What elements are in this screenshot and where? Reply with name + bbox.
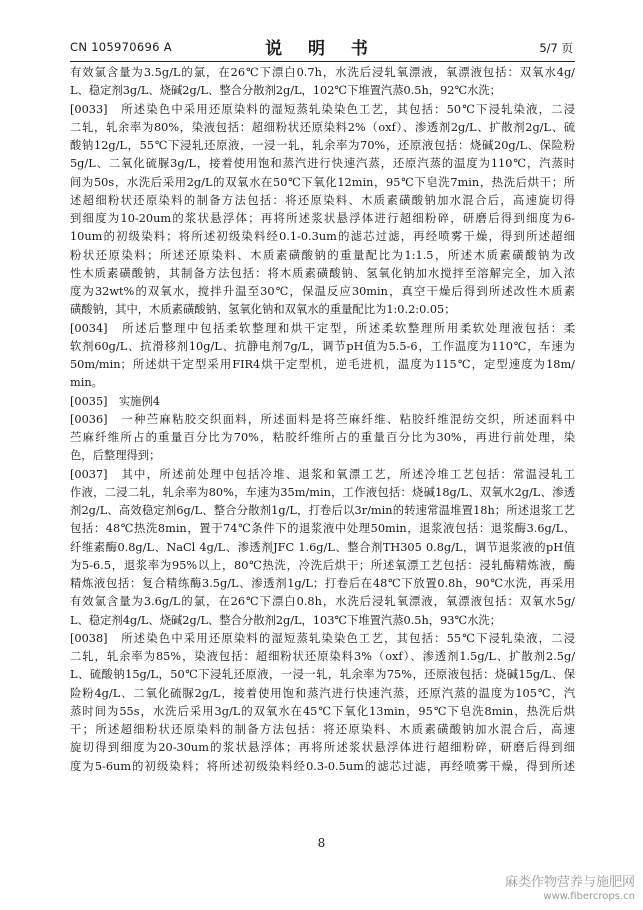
header-rule	[70, 61, 575, 62]
text-line: [0037] 其中，所述前处理中包括冷堆、退浆和氧漂工艺，所述冷堆工艺包括：常温浸轧工	[70, 467, 575, 481]
text-line: [0038] 所述染色中采用还原染料的湿短蒸轧染染色工艺，其包括：55℃下浸轧染液，二浸	[70, 631, 575, 645]
text-line: 包括：48℃热洗8min，置于74℃条件下的退浆液中处理50min，退浆液包括：退浆酶3.6g/L、	[70, 522, 575, 536]
text-line: 精炼液包括：复合精练酶3.5g/L、渗透剂1g/L；打卷后在48℃下放置0.8h，90℃水洗，再采用	[70, 577, 575, 590]
text-line: [0033] 所述染色中采用还原染料的湿短蒸轧染染色工艺，其包括：50℃下浸轧染液，二浸	[70, 102, 575, 116]
text-line: 纤维素酶0.8g/L、NaCl 4g/L、渗透剂JFC 1.6g/L、整合剂TH305 0.8g/L，调节退浆液的pH值	[70, 540, 575, 554]
text-line: min。	[70, 376, 103, 390]
page-number: 8	[317, 836, 326, 850]
watermark-title: 麻类作物营养与施肥网	[504, 875, 635, 890]
text-line: L、稳定剂4g/L、烧碱2g/L、整合分散剂2g/L，103℃下堆置汽蒸0.5h，93℃水洗；	[70, 613, 501, 627]
text-line: 度为32wt%的双氧水，搅拌升温至30℃，保温反应30min，真空干燥后得到所述改性木质素	[70, 285, 575, 298]
text-line: [0036] 一种苎麻粘胶交织面料，所述面料是将苎麻纤维、粘胶纤维混纺交织，所述面料中	[70, 412, 575, 426]
text-line: 苎麻纤维所占的重量百分比为70%，粘胶纤维所占的重量百分比为30%，再进行前处理，染	[70, 431, 575, 444]
text-line: 磺酸钠，其中，木质素磺酸钠、氢氧化钠和双氧水的重量配比为1:0.2:0.05；	[70, 303, 456, 317]
text-line: 性木质素磺酸钠，其制备方法包括：将木质素磺酸钠、氢氧化钠加水搅拌至溶解完全，加入浓	[70, 266, 575, 280]
text-line: 酸钠12g/L，55℃下浸轧还原液，一浸一轧，轧余率为70%，还原液包括：烧碱20g/L、保险粉	[70, 139, 575, 152]
text-line: 有效氯含量为3.5g/L的氯，在26℃下漂白0.7h，水洗后浸轧氧漂液，氧漂液包括：双氧水4g/	[70, 66, 575, 79]
document-body	[70, 64, 575, 776]
text-line: 旋切得到细度为20-30um的浆状悬浮体；再将所述浆状悬浮体进行超细粉碎，研磨后得到细	[70, 741, 575, 755]
text-line: 度为5-6um的初级染料；将所述初级染料经0.3-0.5um的滤芯过滤，再经喷雾干燥，得到所述	[70, 759, 575, 773]
text-line: 色，后整理得到；	[70, 449, 161, 463]
text-line: L、稳定剂3g/L、烧碱2g/L、整合分散剂2g/L，102℃下堆置汽蒸0.5h，92℃水洗；	[70, 84, 501, 98]
text-line: 为5-6.5，退浆率为95%以上，80℃热洗，冷洗后烘干；所述氧漂工艺包括：浸轧酶精炼液，酶	[70, 558, 575, 572]
text-line: 二轧，轧余率为85%，染液包括：超细粉状还原染料3%（oxf）、渗透剂1.5g/L、扩散剂2.5g/	[70, 650, 575, 663]
text-line: 蒸时间为55s，水洗后采用3g/L的双氧水在45℃下氧化13min，95℃下皂洗8min，热洗后烘	[70, 704, 575, 718]
text-line: 述超细粉状还原染料的制备方法包括：将还原染料、木质素磺酸钠加水混合后，高速旋切得	[70, 193, 575, 207]
text-line: 到细度为10-20um的浆状悬浮体；再将所述浆状悬浮体进行超细粉碎，研磨后得到细度为6-	[70, 212, 575, 225]
text-line: [0035] 实施例4	[70, 394, 160, 408]
text-line: 间为50s，水洗后采用2g/L的双氧水在50℃下氧化12min，95℃下皂洗7min，热洗后烘干；所	[70, 175, 575, 189]
text-line: 剂2g/L、高效稳定剂6g/L、整合分散剂1g/L，打卷后以3r/min的转速常温堆置18h；所述退浆工艺	[70, 504, 575, 517]
watermark	[505, 871, 635, 902]
patent-number: CN 105970696 A	[70, 40, 172, 54]
document-title: 说 明 书	[265, 39, 378, 59]
text-line: 作液，二浸二轧，轧余率为80%，车速为35m/min，工作液包括：烧碱18g/L、双氧水2g/L、渗透	[70, 485, 575, 499]
text-line: 10um的初级染料；将所述初级染料经0.1-0.3um的滤芯过滤，再经喷雾干燥，得到所述超细	[70, 230, 575, 244]
text-line: 险粉4g/L、二氧化硫脲2g/L，接着使用饱和蒸汽进行快速汽蒸，还原汽蒸的温度为105℃，汽	[70, 686, 575, 700]
page-header	[0, 34, 643, 60]
text-line: 干；所述超细粉状还原染料的制备方法包括：将还原染料、木质素磺酸钠加水混合后，高速	[70, 723, 575, 736]
watermark-url: www.fibercrops.cn	[543, 891, 635, 902]
text-line: 软剂60g/L、抗滑移剂10g/L、抗静电剂7g/L，调节pH值为5.5-6，工作温度为110℃，车速为	[70, 339, 575, 353]
page-indicator: 5/7 页	[539, 41, 573, 55]
text-line: 5g/L、二氧化硫脲3g/L，接着使用饱和蒸汽进行快速汽蒸，还原汽蒸的温度为110℃，汽蒸时	[70, 157, 575, 171]
text-line: 粉状还原染料；所述还原染料、木质素磺酸钠的重量配比为1:1.5，所述木质素磺酸钠为改	[70, 248, 575, 262]
text-line: 50m/min；所述烘干定型采用FIR4烘干定型机，逆毛进机，温度为115℃，定型速度为18m/	[70, 358, 575, 371]
text-line: L、硫酸钠15g/L，50℃下浸轧还原液，一浸一轧，轧余率为75%，还原液包括：烧碱15g/L、保	[70, 668, 575, 682]
text-line: 二轧，轧余率为80%，染液包括：超细粉状还原染料2%（oxf）、渗透剂2g/L、扩散剂2g/L、硫	[70, 120, 575, 134]
text-line: 有效氯含量为3.6g/L的氯，在26℃下漂白0.8h，水洗后浸轧氧漂液，氧漂液包括：双氧水5g/	[70, 595, 575, 609]
text-line: [0034] 所述后整理中包括柔软整理和烘干定型，所述柔软整理所用柔软处理液包括：柔	[70, 321, 575, 335]
